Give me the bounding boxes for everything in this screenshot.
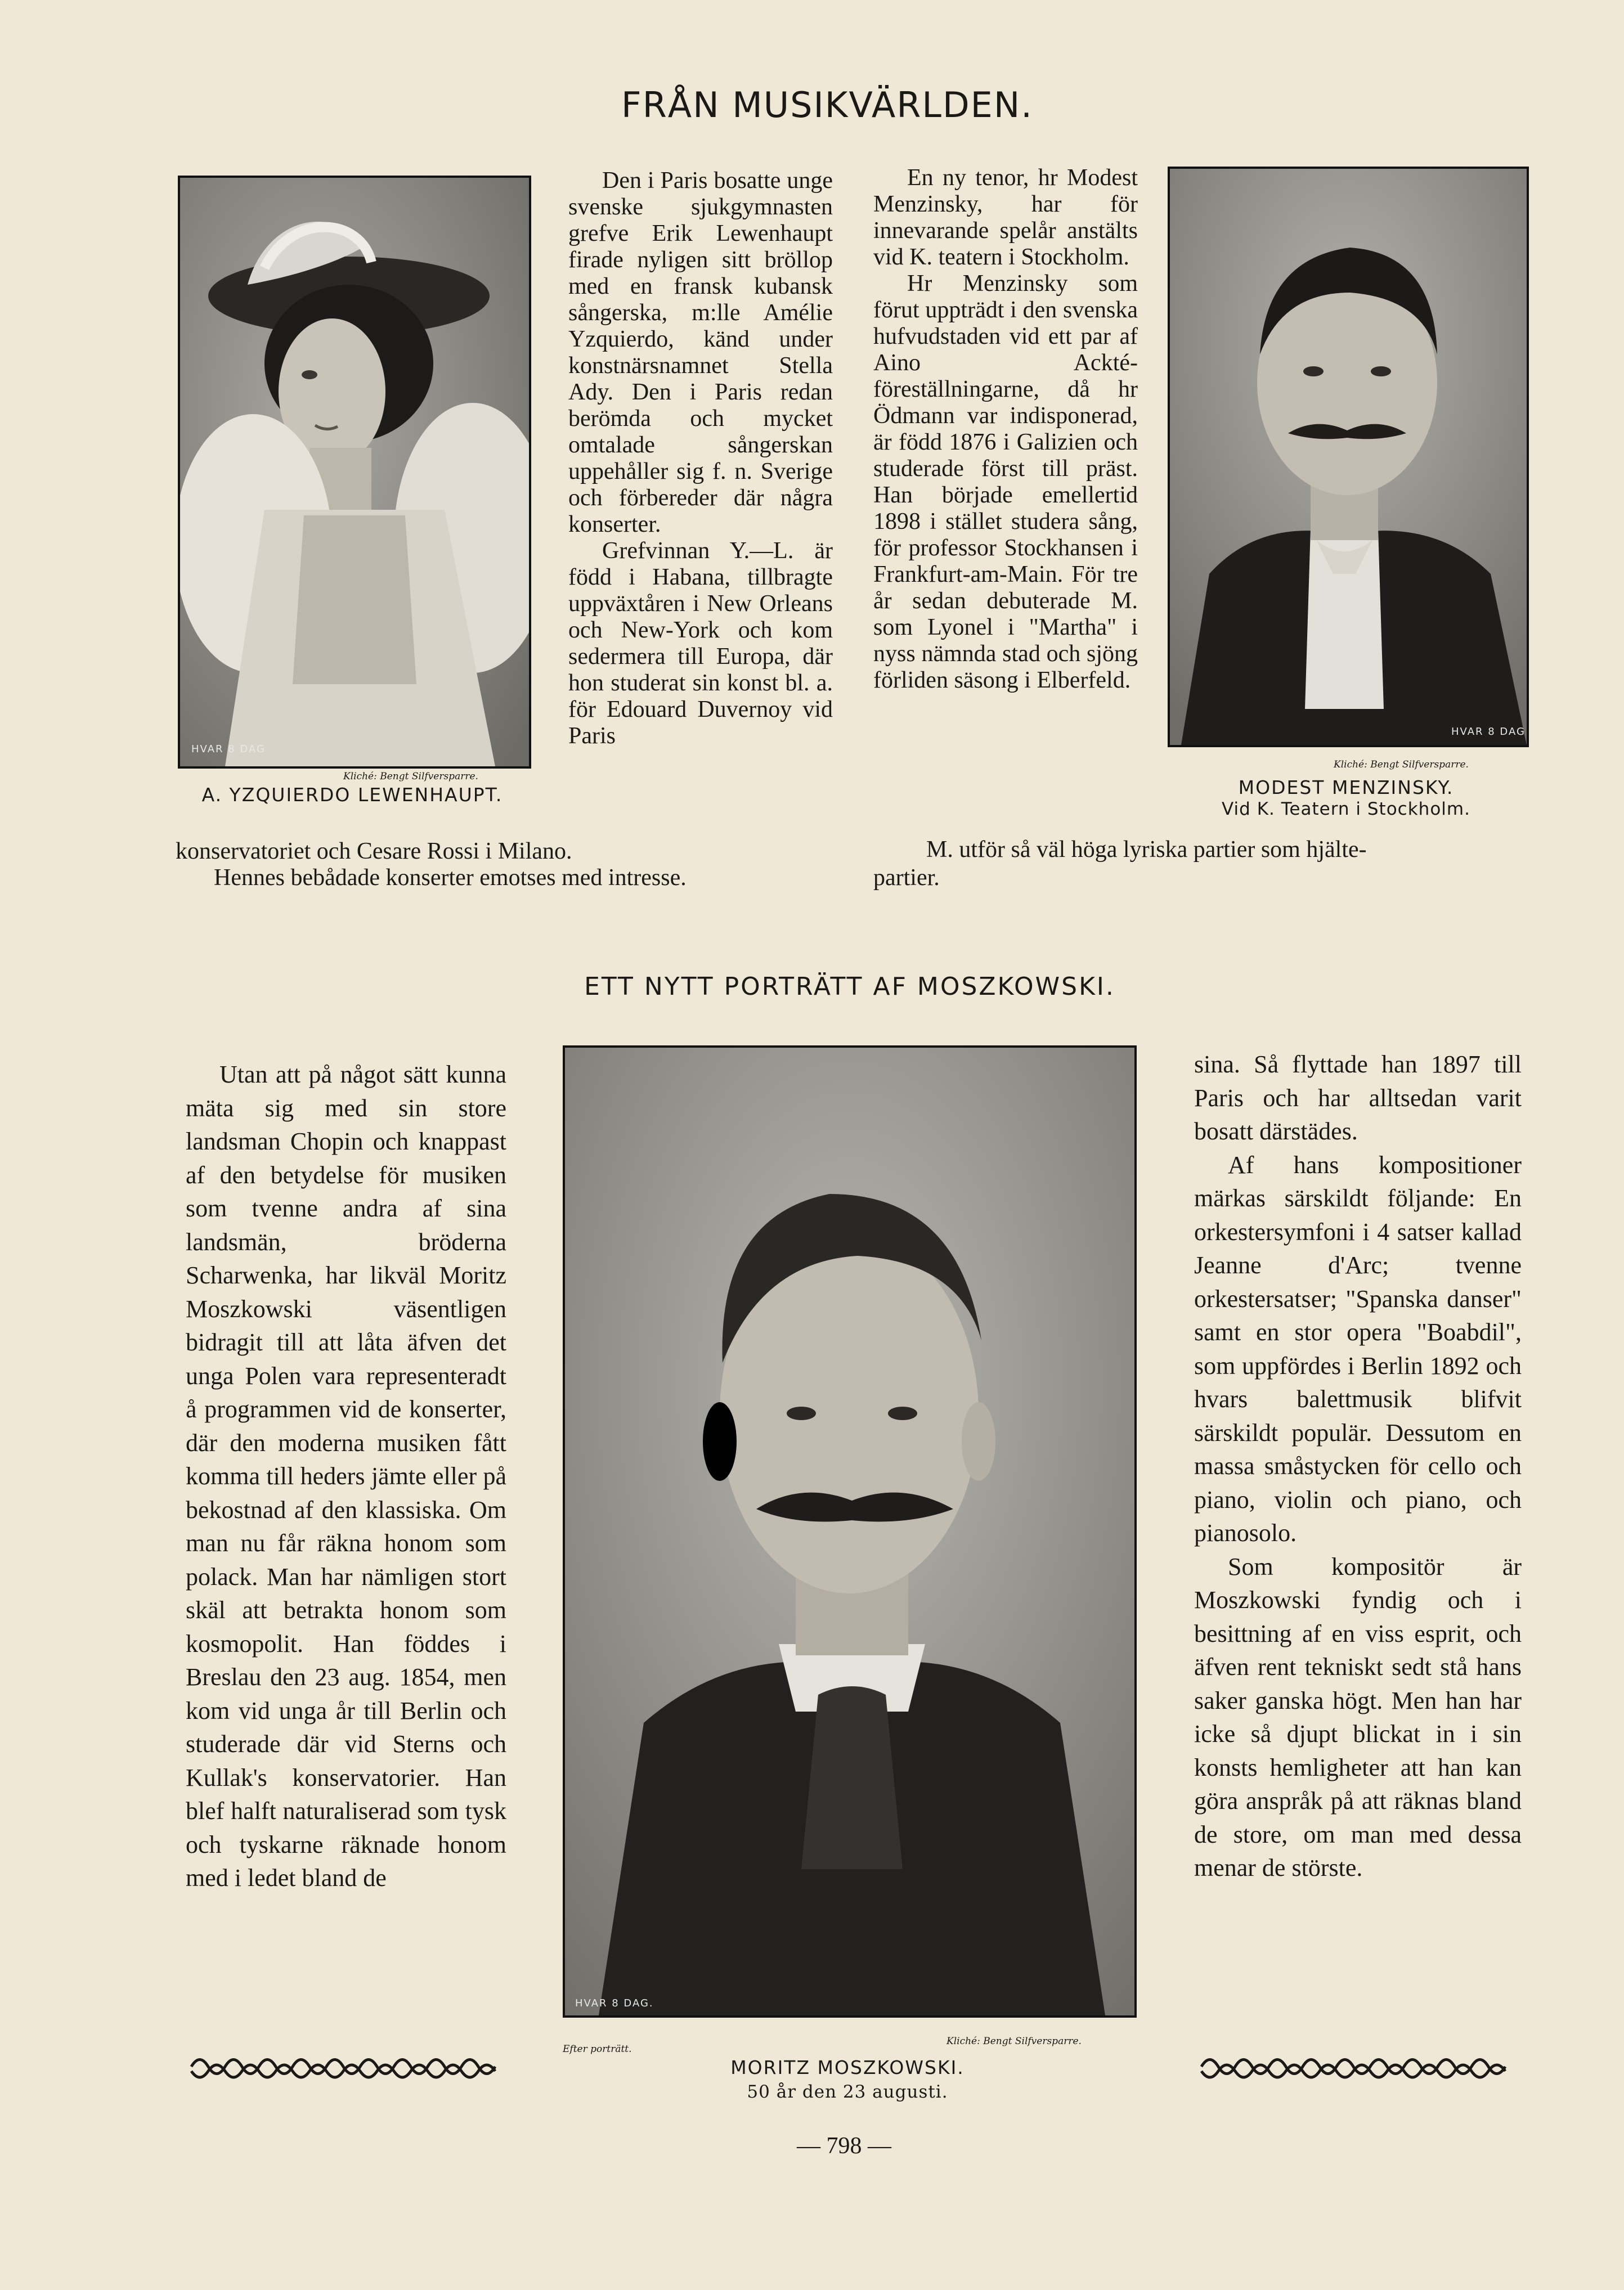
page-number: — 798 — xyxy=(797,2133,891,2159)
photo-credit: Kliché: Bengt Silfversparre. xyxy=(1334,759,1469,770)
photo-caption: MODEST MENZINSKY. xyxy=(1238,776,1454,798)
paragraph: Grefvinnan Y.—L. är född i Habana, tillbragte uppväxtåren i New Orleans och New-York och kom sedermera till Europa, där hon studerat sin konst bl. a. för Edouard Duvernoy vid Paris xyxy=(568,538,833,749)
watermark: HVAR 8 DAG xyxy=(191,743,266,755)
paragraph: Af hans kompositioner märkas särskildt följande: En orkestersymfoni i 4 satser kallad Jeanne d'Arc; tvenne orkestersatser; "Spanska danser" samt en stor opera "Boabdil", som uppfördes i Berlin 1892 och hvars balettmusik blifvit särskildt populär. Dessutom en massa småstycken för cello och piano, violin och piano, och pianosolo. xyxy=(1194,1151,1522,1547)
photo-credit: Kliché: Bengt Silfversparre. xyxy=(343,771,478,782)
article2-column-right xyxy=(1194,1048,1522,1885)
paragraph: Som kompositör är Moszkowski fyndig och i besittning af en viss esprit, och äfven rent tekniskt sedt stå hans saker ganska högt. Men han har icke så djupt blickat in i sin konsts hemligheter att han kan göra anspråk på att räknas bland de store, om man med dessa menar de störste. xyxy=(1194,1552,1522,1882)
photo-caption: A. YZQUIERDO LEWENHAUPT. xyxy=(201,784,503,806)
paragraph: sina. Så flyttade han 1897 till Paris och har alltsedan varit bosatt därstädes. xyxy=(1194,1050,1522,1145)
text-line: M. utför så väl höga lyriska partier som hjälte- xyxy=(926,837,1367,863)
watermark: HVAR 8 DAG. xyxy=(575,1997,654,2009)
portrait-menzinsky-photo xyxy=(1168,167,1529,747)
article1-column-left xyxy=(568,168,833,749)
article1-column-right xyxy=(873,165,1138,694)
paragraph: Hr Menzinsky som förut uppträdt i den svenska hufvudstaden vid ett par af Aino Ackté-föreställningarne, då hr Ödmann var indisponerad, är född 1876 i Galizien och studerade först till präst. Han började emellertid 1898 i stället studera sång, för professor Stockhansen i Frankfurt-am-Main. För tre år sedan debuterade M. som Lyonel i "Martha" i nyss nämnda stad och sjöng förliden säsong i Elberfeld. xyxy=(873,271,1138,693)
watermark: HVAR 8 DAG xyxy=(1451,726,1526,738)
article2-title: ETT NYTT PORTRÄTT AF MOSZKOWSKI. xyxy=(584,972,1115,1001)
portrait-moszkowski-photo xyxy=(563,1045,1137,2018)
ornament-border-right xyxy=(1196,2051,1522,2082)
photo-caption: MORITZ MOSZKOWSKI. xyxy=(730,2056,964,2078)
portrait-yzquierdo-photo xyxy=(178,176,531,769)
ornament-border-left xyxy=(186,2051,506,2082)
photo-subcaption: 50 år den 23 augusti. xyxy=(747,2082,948,2102)
photo-credit-right: Kliché: Bengt Silfversparre. xyxy=(946,2036,1082,2047)
text-line: konservatoriet och Cesare Rossi i Milano. xyxy=(176,838,572,864)
photo-credit-left: Efter porträtt. xyxy=(563,2044,632,2055)
photo-subcaption: Vid K. Teatern i Stockholm. xyxy=(1222,799,1470,819)
paragraph: Den i Paris bosatte unge svenske sjukgymnasten grefve Erik Lewenhaupt firade nyligen sitt bröllop med en fransk kubansk sångerska, m:lle Amélie Yzquierdo, känd under konstnärsnamnet Stella Ady. Den i Paris redan berömda och mycket omtalade sångerskan uppehåller sig f. n. Sverige och förbereder där några konserter. xyxy=(568,168,833,537)
page-title: FRÅN MUSIKVÄRLDEN. xyxy=(621,84,1033,125)
article2-column-left xyxy=(186,1058,506,1895)
text-line: Hennes bebådade konserter emotses med intresse. xyxy=(214,865,687,891)
text-line: partier. xyxy=(873,865,940,891)
paragraph: En ny tenor, hr Modest Menzinsky, har för innevarande spelår anstälts vid K. teatern i Stockholm. xyxy=(873,165,1138,270)
paragraph: Utan att på något sätt kunna mäta sig med sin store landsman Chopin och knappast af den betydelse för musiken som tvenne andra af sina landsmän, bröderna Scharwenka, har likväl Moritz Moszkowski väsentligen bidragit till att låta äfven det unga Polen vara representeradt å programmen vid de konserter, där den moderna musiken fått komma till heders jämte eller på bekostnad af den klassiska. Om man nu får räkna honom som polack. Man har nämligen stort skäl att betrakta honom som kosmopolit. Han föddes i Breslau den 23 aug. 1854, men kom vid unga år till Berlin och studerade där vid Sterns och Kullak's konservatorier. Han blef halft naturaliserad som tysk och tyskarne räknade honom med i ledet bland de xyxy=(186,1061,506,1892)
